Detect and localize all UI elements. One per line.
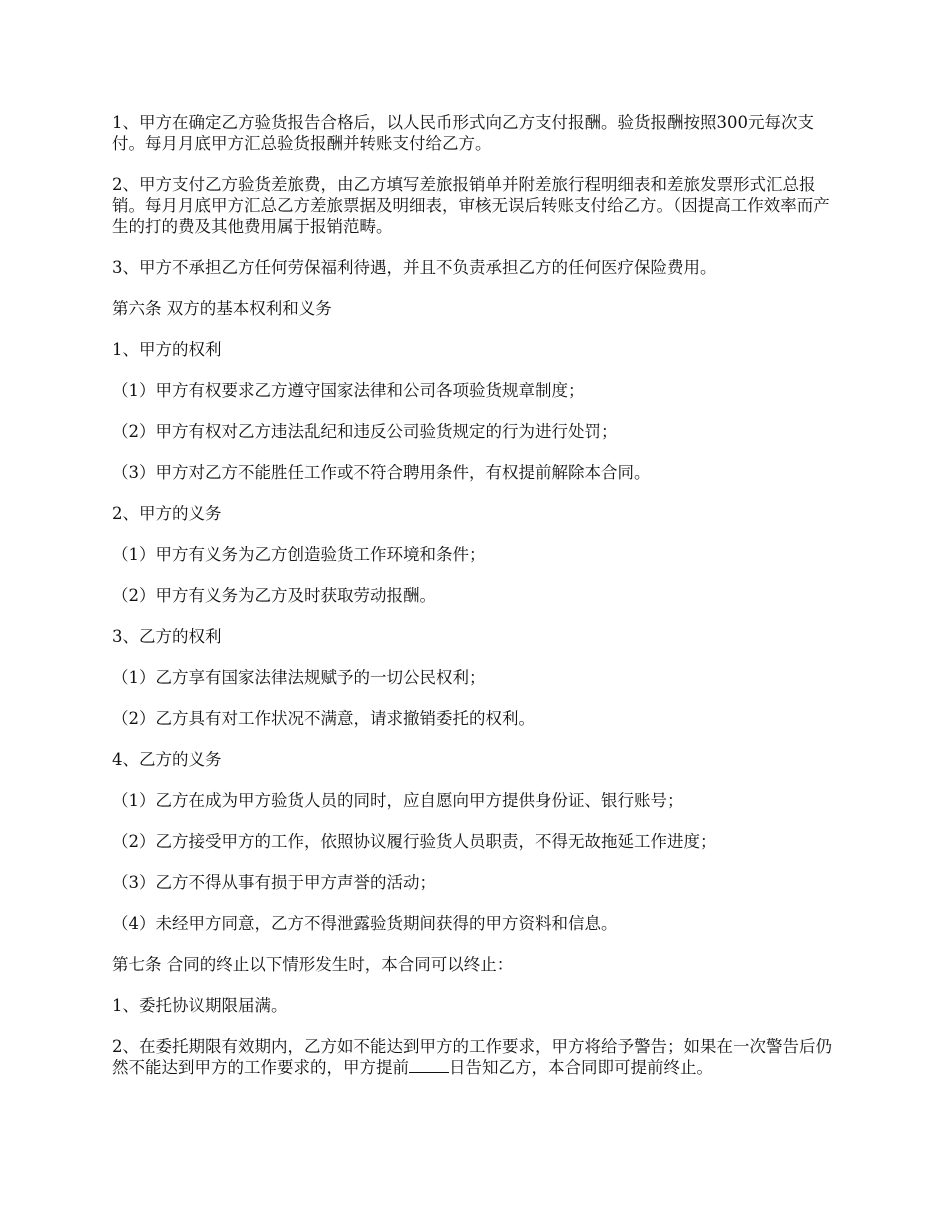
paragraph-travel-expense: 2、甲方支付乙方验货差旅费，由乙方填写差旅报销单并附差旅行程明细表和差旅发票形式汇总报销。每月月底甲方汇总乙方差旅票据及明细表，审核无误后转账支付给乙方。（因提高工作效率而产生的打的费及其他费用属于报销范畴。	[112, 175, 830, 236]
document-body	[112, 112, 842, 1098]
days-blank-line	[409, 1057, 449, 1073]
section-party-b-rights: 3、乙方的权利	[112, 627, 222, 646]
list-item: （2）甲方有权对乙方违法乱纪和违反公司验货规定的行为进行处罚；	[112, 422, 618, 441]
article-seven-heading: 第七条 合同的终止以下情形发生时，本合同可以终止：	[112, 955, 514, 974]
list-item: （1）甲方有义务为乙方创造验货工作环境和条件；	[112, 545, 486, 564]
list-item: （3）甲方对乙方不能胜任工作或不符合聘用条件，有权提前解除本合同。	[112, 463, 651, 482]
list-item: （1）乙方享有国家法律法规赋予的一切公民权利；	[112, 668, 486, 687]
paragraph-early-termination	[112, 1036, 842, 1078]
termination-text-start: 2、在委托期限有效期内，乙方如不能达到甲方的工作要求，甲方将给予警告；如果在一次警告后仍然不能达到甲方的工作要求的，甲方提前	[112, 1037, 832, 1077]
list-item: （4）未经甲方同意，乙方不得泄露验货期间获得的甲方资料和信息。	[112, 914, 618, 933]
paragraph-no-benefits: 3、甲方不承担乙方任何劳保福利待遇，并且不负责承担乙方的任何医疗保险费用。	[112, 258, 717, 277]
list-item: （3）乙方不得从事有损于甲方声誉的活动；	[112, 873, 436, 892]
list-item: （2）乙方具有对工作状况不满意，请求撤销委托的权利。	[112, 709, 535, 728]
list-item: （2）甲方有义务为乙方及时获取劳动报酬。	[112, 586, 436, 605]
section-party-b-duties: 4、乙方的义务	[112, 750, 222, 769]
paragraph-payment-fee: 1、甲方在确定乙方验货报告合格后，以人民币形式向乙方支付报酬。验货报酬按照300元每次支付。每月月底甲方汇总验货报酬并转账支付给乙方。	[112, 113, 814, 153]
section-party-a-rights: 1、甲方的权利	[112, 340, 222, 359]
section-party-a-duties: 2、甲方的义务	[112, 504, 222, 523]
list-item: （2）乙方接受甲方的工作，依照协议履行验货人员职责，不得无故拖延工作进度；	[112, 832, 717, 851]
termination-text-end: 日告知乙方，本合同即可提前终止。	[449, 1058, 713, 1077]
list-item: （1）乙方在成为甲方验货人员的同时，应自愿向甲方提供身份证、银行账号；	[112, 791, 684, 810]
article-six-heading: 第六条 双方的基本权利和义务	[112, 299, 332, 318]
paragraph-term-expired: 1、委托协议期限届满。	[112, 996, 288, 1015]
list-item: （1）甲方有权要求乙方遵守国家法律和公司各项验货规章制度；	[112, 381, 585, 400]
